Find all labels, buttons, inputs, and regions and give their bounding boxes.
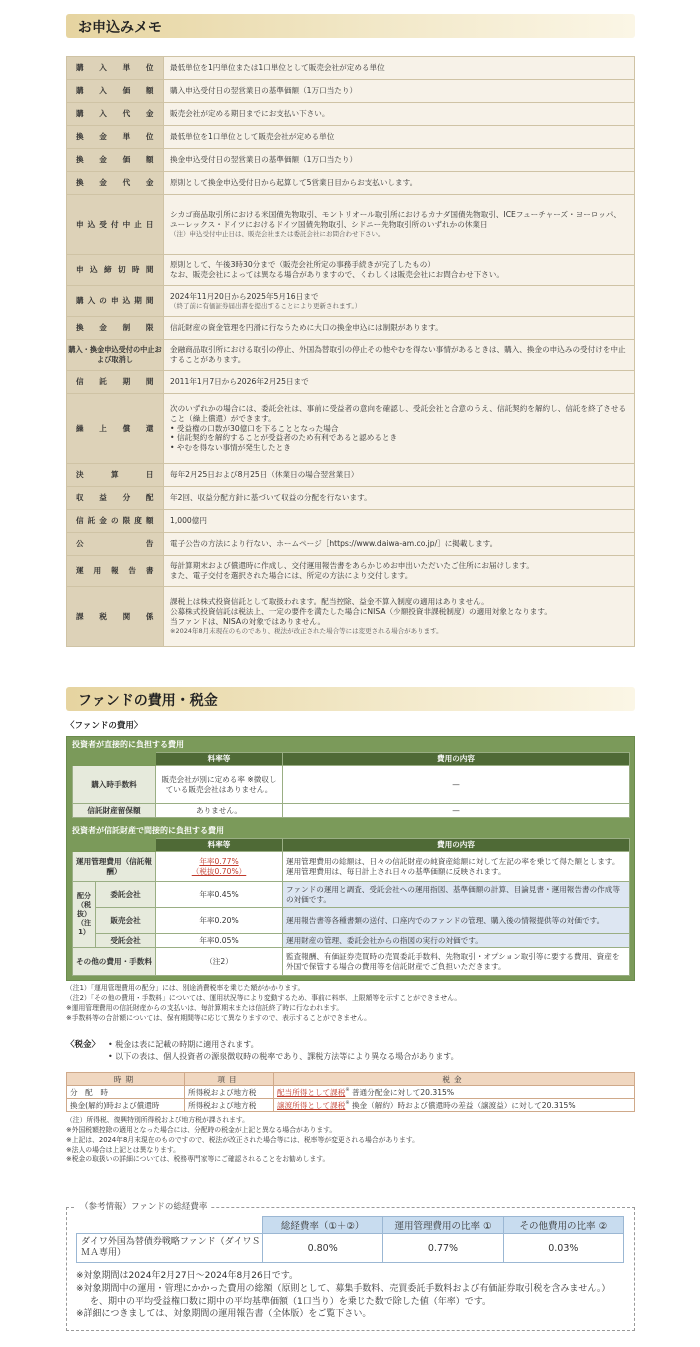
memo-value: 信託財産の資金管理を円滑に行なうために大口の換金申込には制限があります。 bbox=[164, 317, 635, 340]
other-fee-label: その他の費用・手数料 bbox=[73, 948, 156, 976]
expense-ratio-table bbox=[76, 1216, 624, 1263]
tax-period: 換金(解約)時および償還時 bbox=[67, 1099, 185, 1112]
fees-subtitle: 〈ファンドの費用〉 bbox=[66, 721, 143, 731]
alloc-rate: 年率0.20% bbox=[156, 908, 283, 934]
memo-label: 購入の申込期間 bbox=[67, 286, 164, 317]
tax-col-item: 項目 bbox=[185, 1073, 274, 1086]
list-item: • 信託契約を解約することが受益者のため有利であると認めるとき bbox=[170, 433, 398, 443]
memo-label: 信 託 期 間 bbox=[67, 371, 164, 394]
buy-fee-rate: 販売会社が別に定める率 ※徴収している販売会社はありません。 bbox=[156, 766, 283, 804]
memo-value: 原則として、午後3時30分まで（販売会社所定の事務手続きが完了したもの） なお、販売会社によっては異なる場合がありますので、くわしくは販売会社にお問合わせ下さい。 bbox=[164, 255, 635, 286]
col-content: 費用の内容 bbox=[283, 753, 630, 766]
memo-value: 年2回、収益分配方針に基づいて収益の分配を行ないます。 bbox=[164, 487, 635, 510]
indirect-fees-header: 投資者が信託財産で間接的に負担する費用 bbox=[72, 826, 224, 835]
memo-value: 1,000億円 bbox=[164, 510, 635, 533]
memo-value: 毎計算期末および償還時に作成し、交付運用報告書をあらかじめお申出いただいたご住所にお届けします。 また、電子交付を選択された場合には、所定の方法により交付します。 bbox=[164, 556, 635, 587]
memo-value: 最低単位を1口単位として販売会社が定める単位 bbox=[164, 126, 635, 149]
memo-label: 購 入 価 額 bbox=[67, 80, 164, 103]
alloc-label: 配分（税抜）（注1） bbox=[73, 882, 96, 948]
memo-value: 購入申込受付日の翌営業日の基準価額（1万口当たり） bbox=[164, 80, 635, 103]
memo-label: 公 告 bbox=[67, 533, 164, 556]
mgmt-fee-label: 運用管理費用（信託報酬） bbox=[73, 852, 156, 882]
tax-col-period: 時期 bbox=[67, 1073, 185, 1086]
memo-value: 2011年1月7日から2026年2月25日まで bbox=[164, 371, 635, 394]
memo-label: 購 入 代 金 bbox=[67, 103, 164, 126]
other-ratio-value: 0.03% bbox=[503, 1234, 623, 1263]
mgmt-ratio-value: 0.77% bbox=[383, 1234, 503, 1263]
alloc-name: 受託会社 bbox=[96, 934, 156, 948]
memo-value: 毎年2月25日および8月25日（休業日の場合翌営業日） bbox=[164, 464, 635, 487]
memo-label: 収 益 分 配 bbox=[67, 487, 164, 510]
memo-note: （終了前に有価証券届出書を提出することにより更新されます。） bbox=[170, 301, 362, 310]
alloc-content: 運用財産の管理、委託会社からの指図の実行の対価です。 bbox=[283, 934, 630, 948]
memo-label: 換 金 単 位 bbox=[67, 126, 164, 149]
memo-label: 申込締切時間 bbox=[67, 255, 164, 286]
col-mgmt-ratio: 運用管理費用の比率 ① bbox=[383, 1217, 503, 1234]
tax-label: 〈税金〉 bbox=[66, 1040, 101, 1050]
memo-value: 次のいずれかの場合には、委託会社は、事前に受益者の意向を確認し、受託会社と合意のうえ、信託契約を解約し、信託を終了させること（繰上償還）ができます。 • 受益権の口数が30億口を下ることとなった場合 • 信託契約を解約することが受益者のため有利であると認めるとき • やむを得ない事情が発生したとき bbox=[164, 394, 635, 464]
fees-section-header bbox=[66, 687, 635, 711]
memo-label: 運用報告書 bbox=[67, 556, 164, 587]
memo-label: 信託金の限度額 bbox=[67, 510, 164, 533]
memo-title: お申込みメモ bbox=[78, 20, 162, 36]
tax-col-tax: 税金 bbox=[274, 1073, 635, 1086]
retain-rate: ありません。 bbox=[156, 804, 283, 818]
mgmt-fee-rate: 年率0.77% （税抜0.70%） bbox=[156, 852, 283, 882]
list-item: • やむを得ない事情が発生したとき bbox=[170, 443, 291, 453]
tax-notes: （注）所得税、復興特別所得税および地方税が課されます。 ※外国税額控除の適用となった場合には、分配時の税金が上記と異なる場合があります。 ※上記は、2024年8月末現在のものですので、税法が改正された場合等には、税率等が変更される場合があります。 ※法人の場合は上記とは異なります。 ※税金の取扱いの詳細については、税務専門家等にご確認されることをお勧めします。 bbox=[66, 1116, 419, 1164]
indirect-fees-table bbox=[72, 838, 630, 976]
fees-title: ファンドの費用・税金 bbox=[78, 693, 218, 709]
memo-label: 換 金 制 限 bbox=[67, 317, 164, 340]
buy-fee-label: 購入時手数料 bbox=[73, 766, 156, 804]
memo-label: 申込受付中止日 bbox=[67, 195, 164, 255]
memo-label: 購入・換金申込受付の中止および取消し bbox=[67, 340, 164, 371]
reference-notes: ※対象期間は2024年2月27日～2024年8月26日です。 ※対象期間中の運用・管理にかかった費用の総額（原則として、募集手数料、売買委託手数料および有価証券取引税を含みません。）を、期中の平均受益権口数に期中の平均基準価額（1口当り）を乗じた数で除した値（年率）です。 ※詳細につきましては、対象期間の運用報告書（全体版）をご覧下さい。 bbox=[76, 1271, 611, 1320]
tax-item: 所得税および地方税 bbox=[185, 1099, 274, 1112]
memo-section-header bbox=[66, 14, 635, 38]
tax-bullets: • 税金は表に記載の時期に適用されます。 • 以下の表は、個人投資者の源泉徴収時の税率であり、課税方法等により異なる場合があります。 bbox=[108, 1040, 459, 1061]
mgmt-fee-content: 運用管理費用の総額は、日々の信託財産の純資産総額に対して左記の率を乗じて得た額とします。運用管理費用は、毎日計上され日々の基準価額に反映されます。 bbox=[283, 852, 630, 882]
memo-value: 換金申込受付日の翌営業日の基準価額（1万口当たり） bbox=[164, 149, 635, 172]
memo-value: 販売会社が定める期日までにお支払い下さい。 bbox=[164, 103, 635, 126]
memo-value: 電子公告の方法により行ない、ホームページ［https://www.daiwa-am.co.jp/］に掲載します。 bbox=[164, 533, 635, 556]
memo-label: 課 税 関 係 bbox=[67, 587, 164, 647]
other-fee-rate: （注2） bbox=[156, 948, 283, 976]
memo-table bbox=[66, 56, 635, 647]
col-rate: 料率等 bbox=[156, 753, 283, 766]
retain-content: — bbox=[283, 804, 630, 818]
direct-fees-header: 投資者が直接的に負担する費用 bbox=[72, 740, 184, 749]
tax-item: 所得税および地方税 bbox=[185, 1086, 274, 1099]
col-rate: 料率等 bbox=[156, 839, 283, 852]
alloc-content: 運用報告書等各種書類の送付、口座内でのファンドの管理、購入後の情報提供等の対価です。 bbox=[283, 908, 630, 934]
alloc-name: 販売会社 bbox=[96, 908, 156, 934]
memo-value: シカゴ商品取引所における米国債先物取引、モントリオール取引所におけるカナダ国債先物取引、ICEフューチャーズ・ヨーロッパ、ユーレックス・ドイツにおけるドイツ国債先物取引、シドニー先物取引所のいずれかの休業日 （注）申込受付中止日は、販売会社または委託会社にお問合わせ下さい。 bbox=[164, 195, 635, 255]
memo-label: 換 金 代 金 bbox=[67, 172, 164, 195]
memo-note: （注）申込受付中止日は、販売会社または委託会社にお問合わせ下さい。 bbox=[170, 230, 385, 239]
memo-value: 2024年11月20日から2025年5月16日まで （終了前に有価証券届出書を提出することにより更新されます。） bbox=[164, 286, 635, 317]
alloc-rate: 年率0.05% bbox=[156, 934, 283, 948]
alloc-content: ファンドの運用と調査、受託会社への運用指図、基準価額の計算、目論見書・運用報告書の作成等の対価です。 bbox=[283, 882, 630, 908]
fund-name: ダイワ外国為替債券戦略ファンド（ダイワＳＭＡ専用） bbox=[77, 1234, 263, 1263]
direct-fees-table bbox=[72, 752, 630, 818]
buy-fee-content: — bbox=[283, 766, 630, 804]
total-ratio-value: 0.80% bbox=[263, 1234, 383, 1263]
memo-label: 換 金 価 額 bbox=[67, 149, 164, 172]
memo-label: 繰 上 償 還 bbox=[67, 394, 164, 464]
alloc-name: 委託会社 bbox=[96, 882, 156, 908]
col-total-ratio: 総経費率（①＋②） bbox=[263, 1217, 383, 1234]
memo-value: 金融商品取引所における取引の停止、外国為替取引の停止その他やむを得ない事情があるときは、購入、換金の申込みの受付けを中止することがあります。 bbox=[164, 340, 635, 371]
memo-value: 原則として換金申込受付日から起算して5営業日目からお支払いします。 bbox=[164, 172, 635, 195]
reference-title: （参考情報）ファンドの総経費率 bbox=[76, 1200, 211, 1212]
col-other-ratio: その他費用の比率 ② bbox=[503, 1217, 623, 1234]
tax-period: 分 配 時 bbox=[67, 1086, 185, 1099]
memo-label: 購 入 単 位 bbox=[67, 57, 164, 80]
memo-value: 最低単位を1円単位または1口単位として販売会社が定める単位 bbox=[164, 57, 635, 80]
tax-value: 配当所得として課税※ 普通分配金に対して20.315% bbox=[274, 1086, 635, 1099]
memo-value: 課税上は株式投資信託として取扱われます。配当控除、益金不算入制度の適用はありません。 公募株式投資信託は税法上、一定の要件を満たした場合にNISA（少額投資非課税制度）の適用対象となります。 当ファンドは、NISAの対象ではありません。 ※2024年8月末現在のものであり、税法が改正された場合等には変更される場合があります。 bbox=[164, 587, 635, 647]
tax-value: 譲渡所得として課税※ 換金（解約）時および償還時の差益（譲渡益）に対して20.315% bbox=[274, 1099, 635, 1112]
retain-label: 信託財産留保額 bbox=[73, 804, 156, 818]
alloc-rate: 年率0.45% bbox=[156, 882, 283, 908]
list-item: • 受益権の口数が30億口を下ることとなった場合 bbox=[170, 423, 339, 433]
other-fee-content: 監査報酬、有価証券売買時の売買委託手数料、先物取引・オプション取引等に要する費用、資産を外国で保管する場合の費用等を信託財産でご負担いただきます。 bbox=[283, 948, 630, 976]
memo-label: 決 算 日 bbox=[67, 464, 164, 487]
memo-note: ※2024年8月末現在のものであり、税法が改正された場合等には変更される場合があります。 bbox=[170, 627, 443, 636]
fee-notes: （注1）「運用管理費用の配分」には、別途消費税率を乗じた額がかかります。 （注2）「その他の費用・手数料」については、運用状況等により変動するため、事前に料率、上限額等を示すことができません。 ※運用管理費用の信託財産からの支払いは、毎計算期末または信託終了時に行なわれます。 ※手数料等の合計額については、保有期間等に応じて異なりますので、表示することができません。 bbox=[66, 984, 462, 1022]
tax-table bbox=[66, 1072, 635, 1112]
col-content: 費用の内容 bbox=[283, 839, 630, 852]
